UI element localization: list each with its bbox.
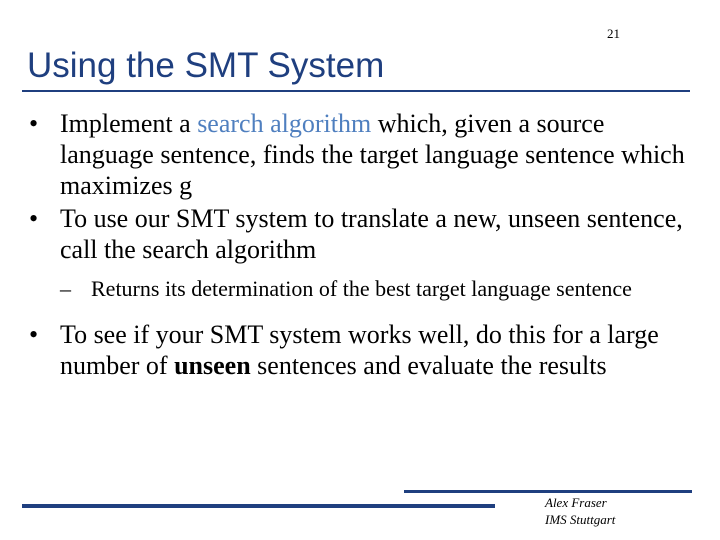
footer-credit <box>545 494 615 528</box>
bullet-text: To use our SMT system to translate a new, unseen sentence, call the search algorithm <box>60 204 683 264</box>
highlighted-term: search algorithm <box>197 109 372 138</box>
author-name: Alex Fraser <box>545 495 607 510</box>
footer-divider-main <box>22 504 495 508</box>
sub-bullet-item: – Returns its determination of the best target language sentence <box>91 275 700 303</box>
bullet-item <box>60 203 700 303</box>
page-number: 21 <box>607 26 620 41</box>
bullet-text: To see if your SMT system works well, do this for a large number of <box>60 320 659 380</box>
emphasized-term: unseen <box>174 351 251 380</box>
footer-divider-tick <box>404 490 416 492</box>
bullet-item <box>60 319 700 381</box>
footer-divider-top <box>404 490 692 493</box>
bullet-text: sentences and evaluate the results <box>250 351 607 380</box>
bullet-item <box>60 108 700 201</box>
author-affiliation: IMS Stuttgart <box>545 512 616 527</box>
bullet-text: Implement a <box>60 109 198 138</box>
title-divider <box>22 90 690 92</box>
bullet-text: which, given a source language sentence, finds the target language sentence which maximizes g <box>60 109 685 200</box>
bullet-list <box>60 108 700 381</box>
slide-title: Using the SMT System <box>27 46 385 85</box>
